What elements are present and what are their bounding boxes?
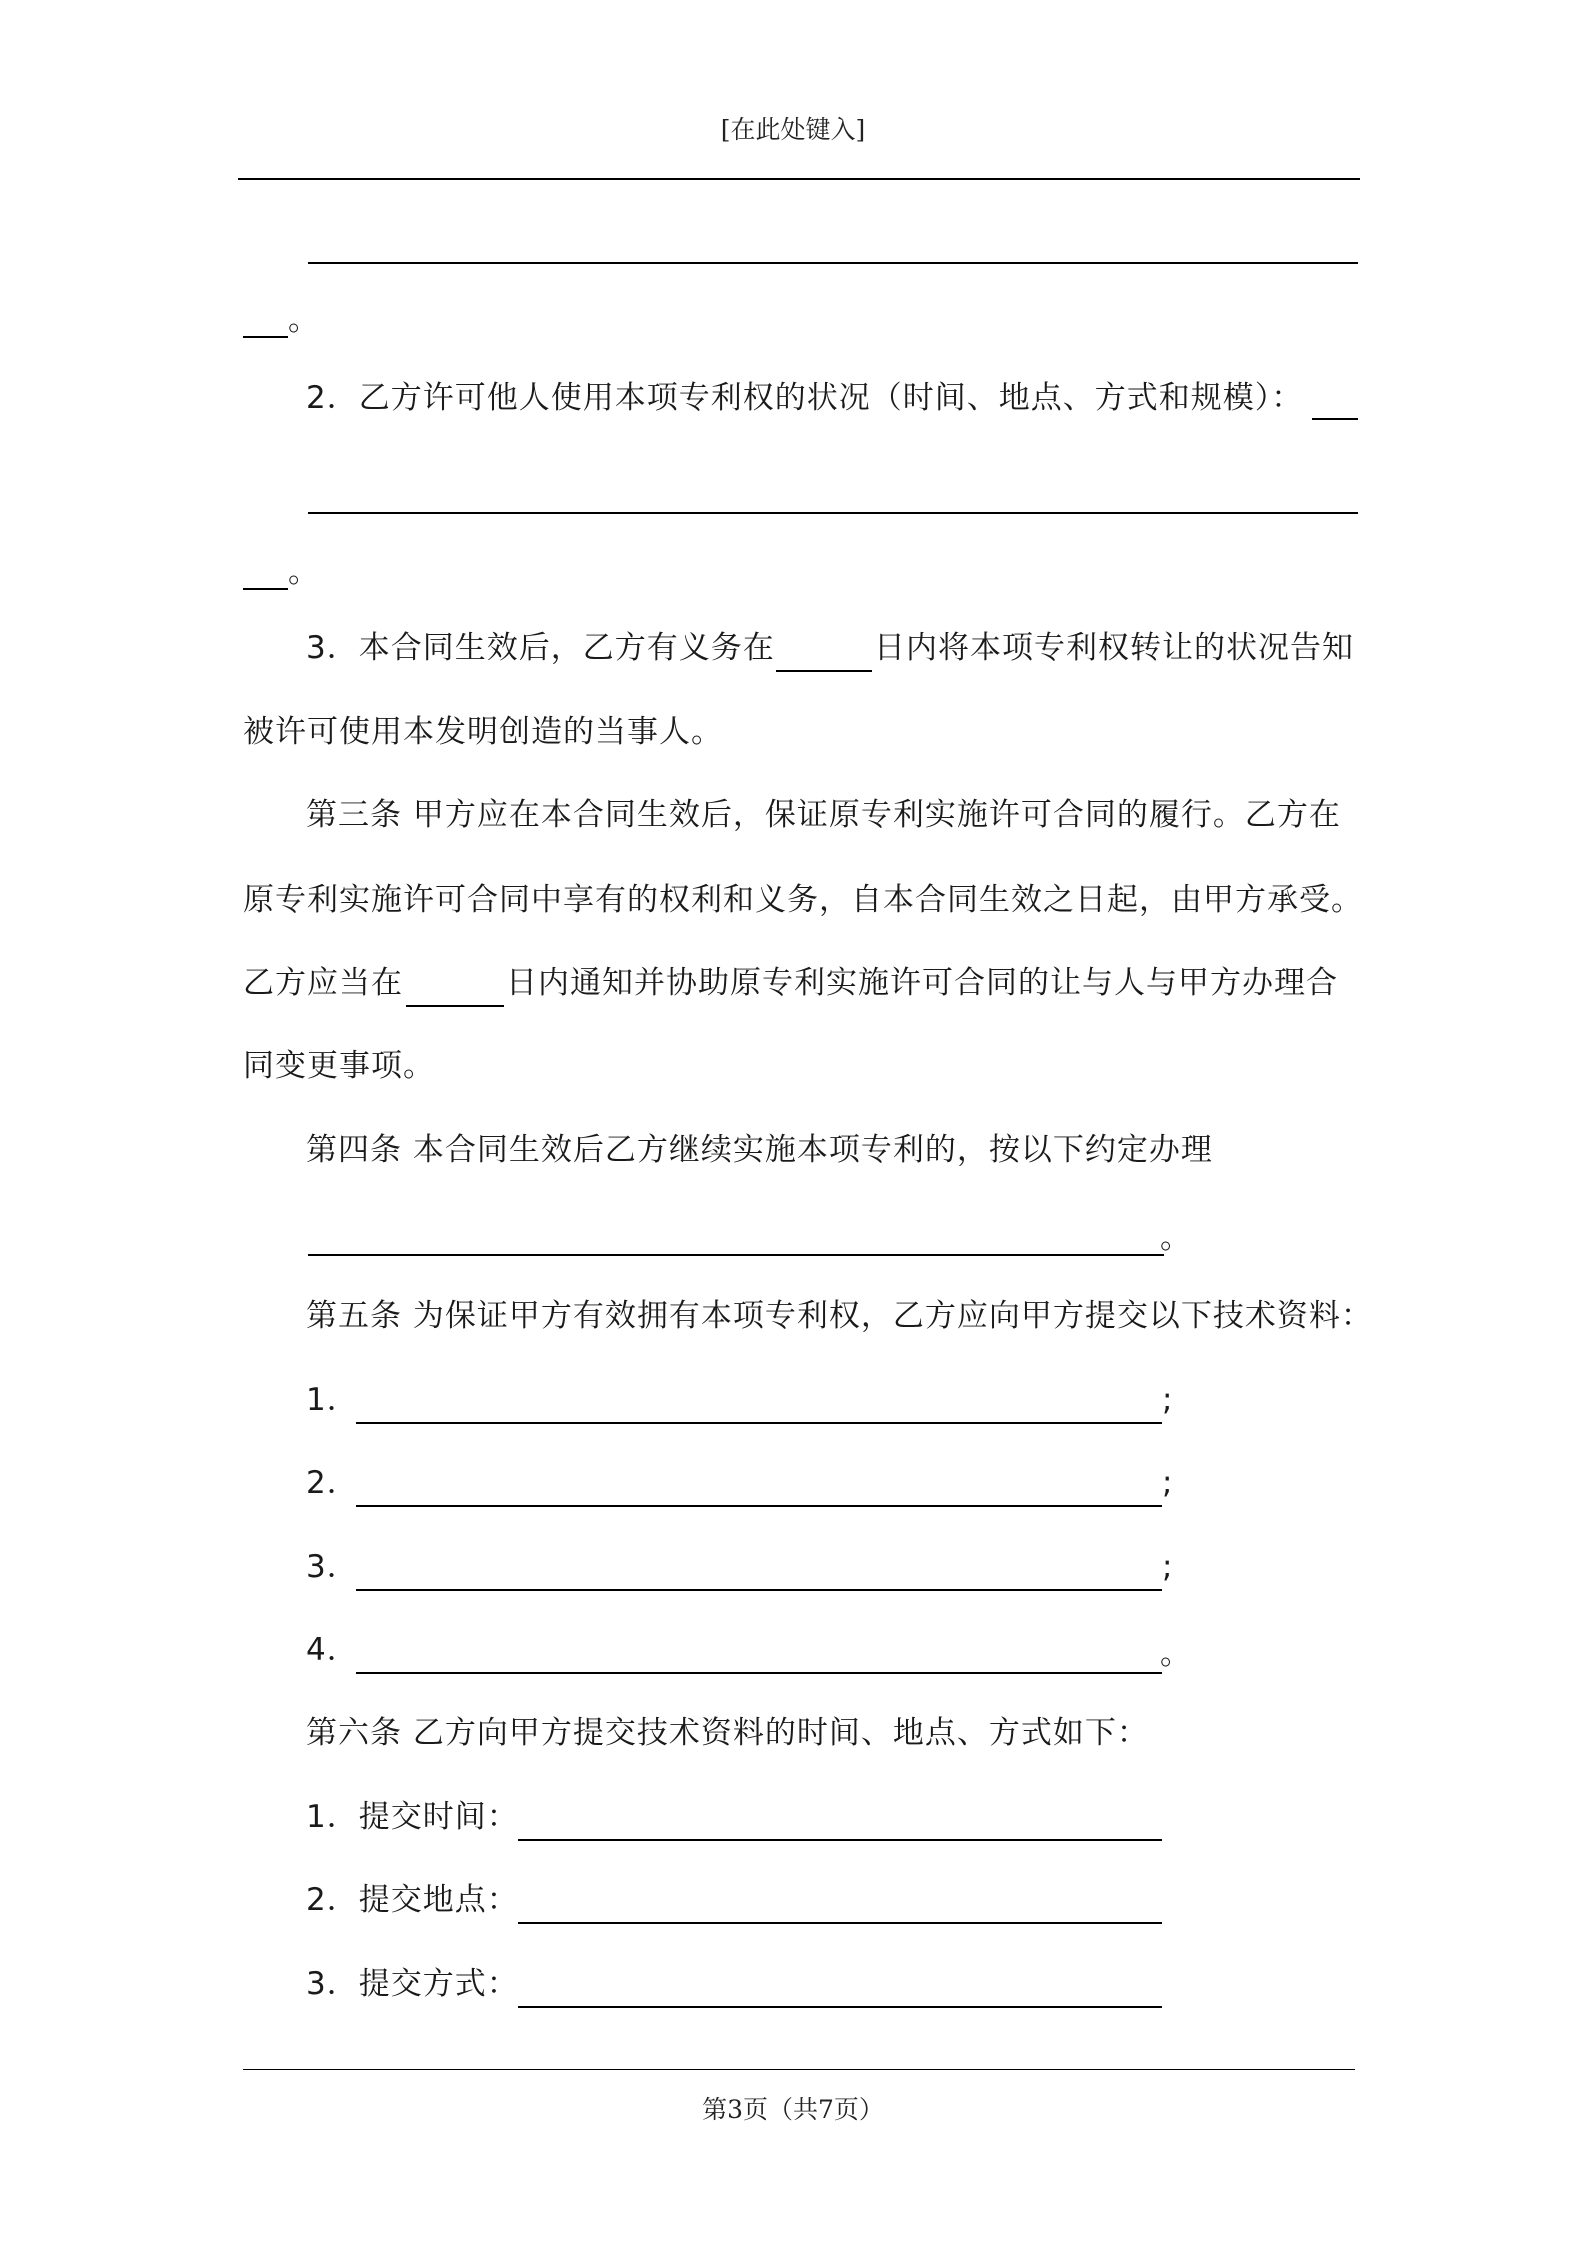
fill-blank (518, 1922, 1162, 1924)
article-3-line4: 同变更事项。 (243, 1048, 435, 1084)
fill-blank (356, 1505, 1162, 1507)
fill-blank (356, 1422, 1162, 1424)
header-rule (238, 178, 1360, 180)
clause-2-text: 2．乙方许可他人使用本项专利权的状况（时间、地点、方式和规模）： (306, 380, 1304, 416)
fill-blank (243, 336, 288, 338)
submit-place-label: 2．提交地点： (306, 1882, 519, 1918)
list-item-end: ; (1162, 1549, 1174, 1585)
article-3-line1: 第三条 甲方应在本合同生效后，保证原专利实施许可合同的履行。乙方在 (306, 797, 1341, 833)
list-item-number: 2． (306, 1465, 359, 1501)
article-3-line2: 原专利实施许可合同中享有的权利和义务，自本合同生效之日起，由甲方承受。 (243, 882, 1363, 918)
page-footer: 第3页（共7页） (702, 2095, 884, 2124)
fill-blank (356, 1672, 1162, 1674)
clause-3-line2: 被许可使用本发明创造的当事人。 (243, 714, 723, 750)
list-item-number: 3． (306, 1549, 359, 1585)
clause-3-text: 3．本合同生效后，乙方有义务在 (306, 630, 775, 666)
article-6-line1: 第六条 乙方向甲方提交技术资料的时间、地点、方式如下： (306, 1715, 1149, 1751)
article-3-line3a: 乙方应当在 (243, 965, 403, 1001)
submit-time-label: 1．提交时间： (306, 1799, 519, 1835)
fill-blank (243, 588, 288, 590)
article-4-line1: 第四条 本合同生效后乙方继续实施本项专利的，按以下约定办理 (306, 1132, 1213, 1168)
sentence-end: 。 (288, 554, 320, 590)
fill-blank (308, 512, 1358, 514)
sentence-end: 。 (1160, 1220, 1192, 1256)
list-item-end: ; (1162, 1382, 1174, 1418)
list-item-number: 4． (306, 1632, 359, 1668)
fill-blank (1312, 418, 1358, 420)
article-3-line3b: 日内通知并协助原专利实施许可合同的让与人与甲方办理合 (506, 965, 1338, 1001)
fill-blank (406, 1005, 504, 1007)
clause-3-text-cont: 日内将本项专利权转让的状况告知 (874, 630, 1354, 666)
submit-method-label: 3．提交方式： (306, 1966, 519, 2002)
list-item-number: 1． (306, 1382, 359, 1418)
fill-blank (356, 1589, 1162, 1591)
list-item-end: 。 (1160, 1636, 1192, 1672)
footer-rule (243, 2069, 1355, 2070)
fill-blank (776, 670, 872, 672)
fill-blank (518, 2006, 1162, 2008)
article-5-line1: 第五条 为保证甲方有效拥有本项专利权，乙方应向甲方提交以下技术资料： (306, 1298, 1373, 1334)
fill-blank (518, 1839, 1162, 1841)
sentence-end: 。 (288, 302, 320, 338)
fill-blank (308, 262, 1358, 264)
list-item-end: ; (1162, 1465, 1174, 1501)
fill-blank (308, 1254, 1164, 1256)
page-header: [在此处键入] (720, 115, 866, 144)
